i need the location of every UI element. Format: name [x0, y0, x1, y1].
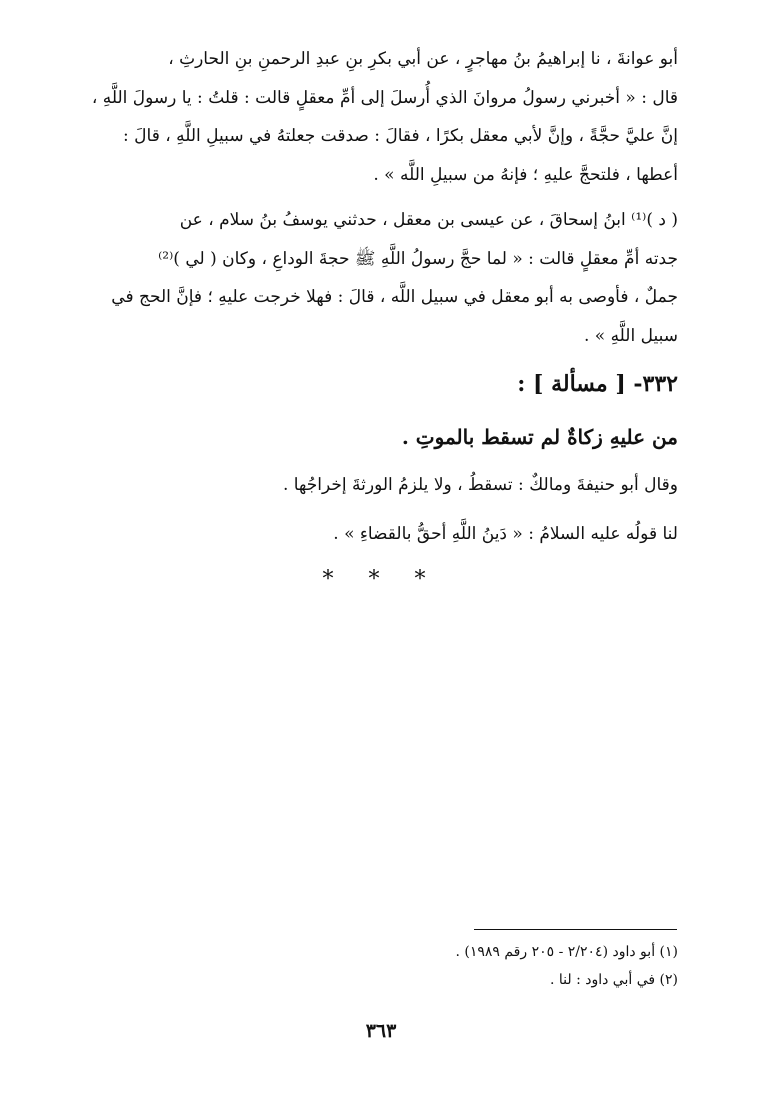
footnote-1: (١) أبو داود (٢/٢٠٤ - ٢٠٥ رقم ١٩٨٩) . — [455, 944, 678, 960]
text-line: سبيل اللَّهِ » . — [583, 325, 678, 346]
text-line: ( د )⁽¹⁾ ابنُ إسحاقَ ، عن عيسى بن معقل ، حدثني يوسفُ بنُ سلام ، عن — [179, 210, 678, 230]
issue-heading: ٣٣٢- [ مسألة ] : — [517, 371, 678, 397]
text-line: قال : « أخبرني رسولُ مروانَ الذي أُرسلَ إلى أمِّ معقلٍ قالت : قلتُ : يا رسولَ اللَّهِ ، — [91, 87, 678, 108]
text-line: أعطها ، فلتحجَّ عليهِ ؛ فإنهُ من سبيلِ اللَّه » . — [373, 164, 678, 185]
evidence-line: لنا قولُه عليه السلامُ : « دَينُ اللَّهِ أحقُّ بالقضاءِ » . — [333, 524, 678, 544]
text-line: أبو عوانةَ ، نا إبراهيمُ بنُ مهاجرٍ ، عن أبي بكرِ بنِ عبدِ الرحمنِ بنِ الحارثِ ، — [168, 49, 678, 69]
footnote-divider — [474, 929, 677, 930]
hanafi-opinion-line: وقال أبو حنيفةَ ومالكٌ : تسقطُ ، ولا يلزمُ الورثةَ إخراجُها . — [282, 475, 678, 495]
section-separator: * * * — [322, 567, 440, 592]
issue-heading-block — [104, 364, 678, 457]
text-line: جدته أمِّ معقلٍ قالت : « لما حجَّ رسولُ اللَّهِ ﷺ حجةَ الوداعِ ، وكان ( لي )⁽²⁾ — [158, 248, 678, 269]
text-line: جملٌ ، فأوصى به أبو معقل في سبيل اللَّه ، قالَ : فهلا خرجت عليهِ ؛ فإنَّ الحج في — [111, 287, 678, 307]
paragraph-abu-awana — [91, 40, 678, 194]
footnotes — [104, 938, 678, 994]
issue-statement: من عليهِ زكاةٌ لم تسقط بالموتِ . — [401, 425, 678, 449]
text-line: إنَّ عليَّ حجَّةً ، وإنَّ لأبي معقل بكرًا ، فقالَ : صدقت جعلتهُ في سبيلِ اللَّهِ ، قالَ : — [123, 126, 678, 146]
footnote-2: (٢) في أبي داود : لنا . — [549, 972, 678, 988]
page-number: ٣٦٣ — [365, 1020, 397, 1042]
paragraph-ibn-ishaq — [104, 201, 678, 355]
